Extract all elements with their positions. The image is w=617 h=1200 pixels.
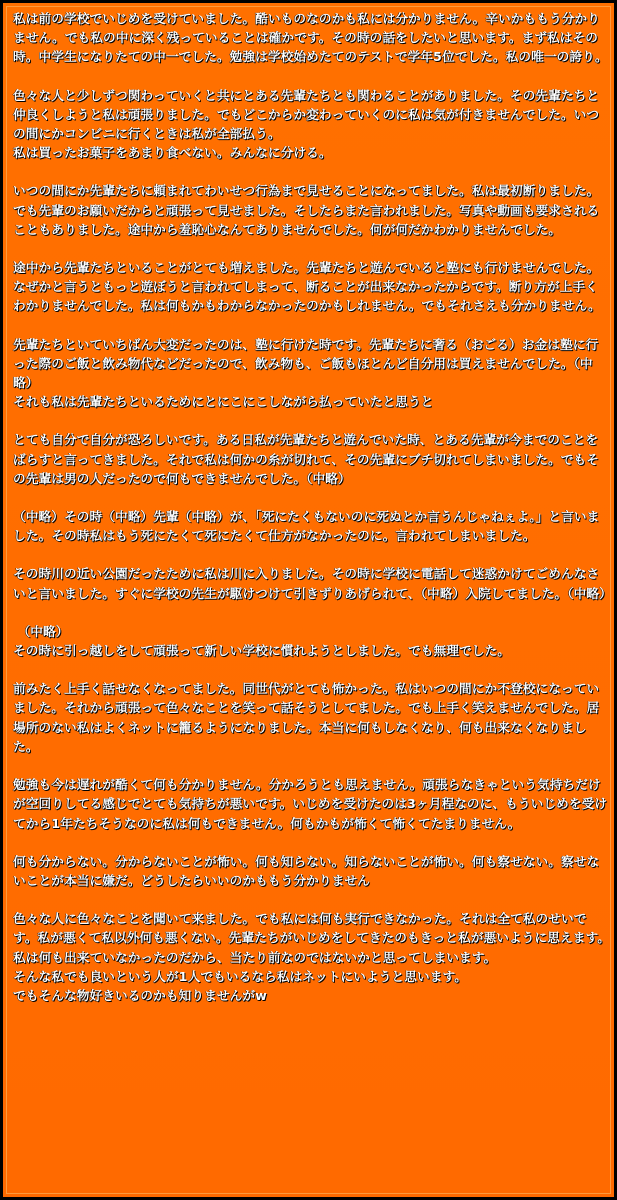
paragraph-12: 何も分からない。分からないことが怖い。何も知らない。知らないことが怖い。何も察せない。察せないことが本当に嫌だ。どうしたらいいのかももう分かりません bbox=[13, 853, 600, 888]
paragraph-3: いつの間にか先輩たちに頼まれてわいせつ行為まで見せることになってました。私は最初断りました。でも先輩のお願いだからと頑張って見せました。そしたらまた言われました。写真や動画も要求されることもありました。途中から羞恥心なんてありませんでした。何が何だかわかりませんでした。 bbox=[13, 183, 600, 237]
paragraph-2: 色々な人と少しずつ関わっていくと共にとある先輩たちとも関わることがありました。その先輩たちと仲良くしようと私は頑張りました。でもどこからか変わっていくのに私は気が付きませんでした。いつの間にかコンビニに行くときは私が全部払う。 私は買ったお菓子をあまり食べない。みんなに分ける。 bbox=[13, 87, 600, 161]
paragraph-6: とても自分で自分が恐ろしいです。ある日私が先輩たちと遊んでいた時、とある先輩が今までのことをばらすと言ってきました。それで私は何かの糸が切れて、その先輩にブチ切れてしまいました。でもその先輩は男の人だったので何もできませんでした。（中略） bbox=[13, 432, 599, 486]
paragraph-8: その時川の近い公園だったために私は川に入りました。その時に学校に電話して迷惑かけてごめんなさいと言いました。すぐに学校の先生が駆けつけて引きずりあげられて、（中略）入院してました。（中略） bbox=[13, 566, 612, 601]
paragraph-13: 色々な人に色々なことを聞いて来ました。でも私には何も実行できなかった。それは全て私のせいです。私が悪くて私以外何も悪くない。先輩たちがいじめをしてきたのもきっと私が悪いように思えます。私は何も出来ていなかったのだから、当たり前なのではないかと思ってしまいます。 そんな私でも良いという人が1人でもいるなら私はネットにいようと思います。 でもそんな物好きいるのかも知りませんがw bbox=[13, 911, 610, 1003]
paragraph-1: 私は前の学校でいじめを受けていました。酷いものなのかも私には分かりません。辛いかももう分かりません。でも私の中に深く残っていることは確かです。その時の話をしたいと思います。まず私はその時。中学生になりたての中一でした。勉強は学校始めたてのテストで学年5位でした。私の唯一の誇り。 bbox=[13, 11, 608, 65]
paragraph-5: 先輩たちといていちばん大変だったのは、塾に行けた時です。先輩たちに奢る（おごる）お金は塾に行った際のご飯と飲み物代などだったので、飲み物も、ご飯もほとんど自分用は買えませんでした。（中略） それも私は先輩たちといるためにとにこにこしながら払っていたと思うと bbox=[13, 336, 599, 410]
paragraph-11: 勉強も今は遅れが酷くて何も分かりません。分かろうとも思えません。頑張らなきゃという気持ちだけが空回りしてる感じでとても気持ちが悪いです。いじめを受けたのは3ヶ月程なのに、もういじめを受けてから1年たちそうなのに私は何もできません。何もかもが怖くて怖くてたまりません。 bbox=[13, 777, 608, 831]
paragraph-10: 前みたく上手く話せなくなってました。同世代がとても怖かった。私はいつの間にか不登校になっていました。それから頑張って色々なことを笑って話そうとしてました。でも上手く笑えませんでした。居場所のない私はよくネットに籠るようになりました。本当に何もしなくなり、何も出来なくなりました。 bbox=[13, 681, 600, 754]
paragraph-4: 途中から先輩たちといることがとても増えました。先輩たちと遊んでいると塾にも行けませんでした。なぜかと言うともっと遊ぼうと言われてしまって、断ることが出来なかったからです。断り方が上手くわかりませんでした。私は何もかもわからなかったのかもしれません。でもそれさえも分かりません。 bbox=[13, 260, 601, 314]
text-body bbox=[13, 9, 610, 1024]
paragraph-9: （中略） その時に引っ越しをして頑張って新しい学校に慣れようとしました。でも無理でした。 bbox=[13, 623, 511, 659]
paragraph-7: （中略）その時（中略）先輩（中略）が、「死にたくもないのに死ぬとか言うんじゃねぇよ。」と言いました。その時私はもう死にたくて死にたくて仕方がなかったのに。言われてしまいました。 bbox=[13, 509, 600, 544]
